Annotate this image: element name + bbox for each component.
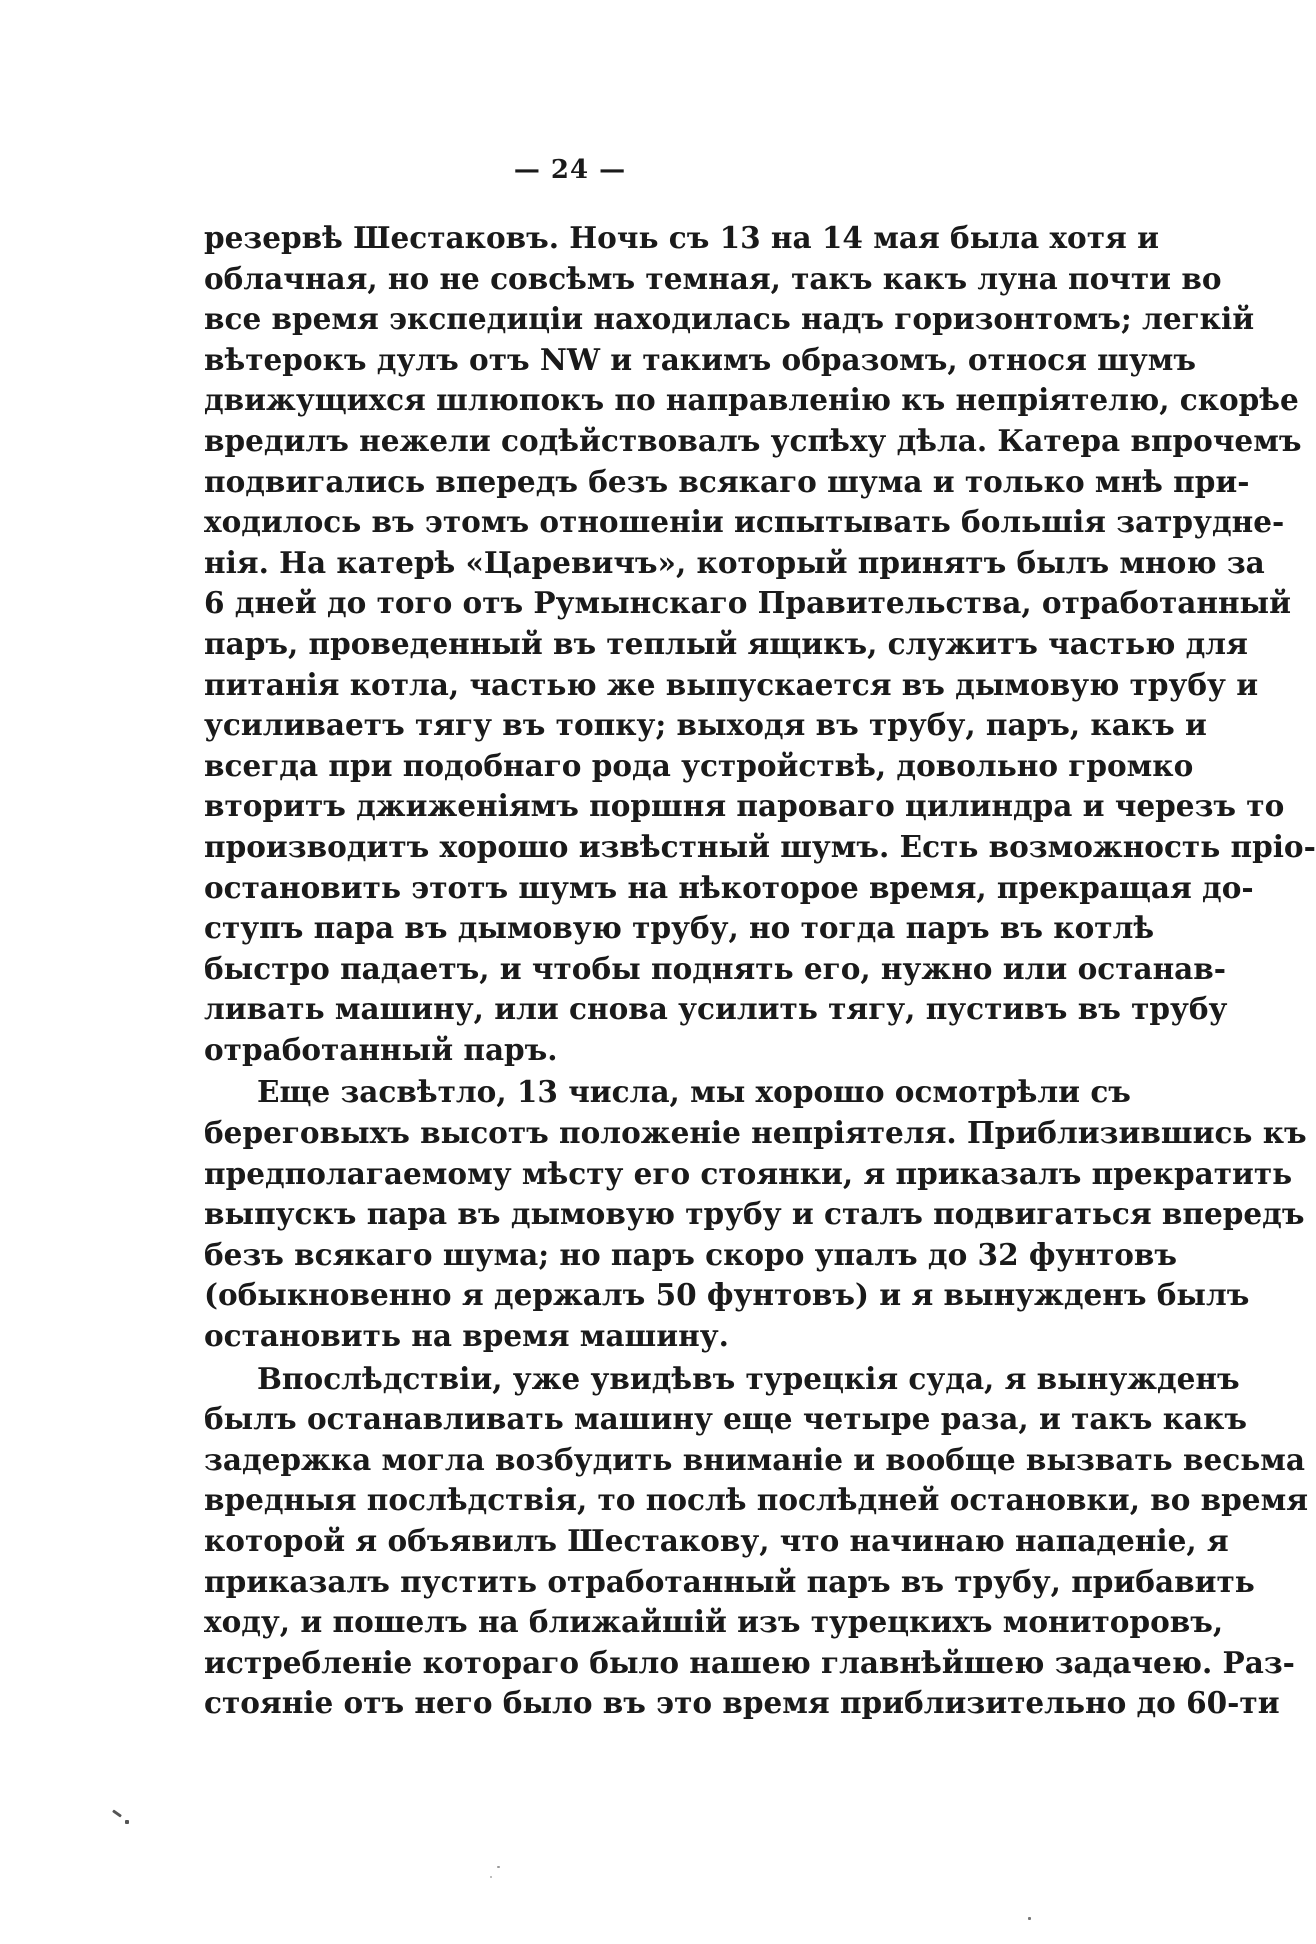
text-line: питанія котла, частью же выпускается въ дымовую трубу и (204, 666, 1259, 702)
text-line: задержка могла возбудить вниманіе и вообще вызвать весьма (204, 1441, 1305, 1477)
scan-speck (490, 1876, 492, 1878)
text-line: облачная, но не совсѣмъ темная, такъ какъ луна почти во (204, 260, 1222, 296)
text-line: (обыкновенно я держалъ 50 фунтовъ) и я вынужденъ былъ (204, 1277, 1250, 1313)
text-line: вредилъ нежели содѣйствовалъ успѣху дѣла. Катера впрочемъ (204, 422, 1302, 458)
text-line: ступъ пара въ дымовую трубу, но тогда паръ въ котлѣ (204, 910, 1155, 946)
body-text (204, 218, 1316, 1724)
text-line: паръ, проведенный въ теплый ящикъ, служитъ частью для (204, 625, 1248, 661)
text-line: выпускъ пара въ дымовую трубу и сталъ подвигаться впередъ (204, 1196, 1305, 1232)
text-line: вредныя послѣдствія, то послѣ послѣдней остановки, во время (204, 1482, 1308, 1518)
text-line: которой я объявилъ Шестакову, что начинаю нападеніе, я (204, 1523, 1229, 1558)
scan-speck (497, 1866, 500, 1868)
text-line: быстро падаетъ, и чтобы поднять его, нужно или останав- (204, 950, 1227, 986)
text-line: Еще засвѣтло, 13 числа, мы хорошо осмотрѣли съ (257, 1074, 1131, 1110)
page-number: — 24 — (513, 155, 627, 185)
text-line: приказалъ пустить отработанный паръ въ трубу, прибавить (204, 1563, 1255, 1599)
text-line: движущихся шлюпокъ по направленію къ непріятелю, скорѣе (204, 382, 1299, 418)
text-line: безъ всякаго шума; но паръ скоро упалъ до 32 фунтовъ (204, 1236, 1178, 1272)
text-line: вторитъ джиженіямъ поршня пароваго цилиндра и черезъ то (204, 788, 1285, 824)
scan-speck (112, 1809, 122, 1817)
text-line: производитъ хорошо извѣстный шумъ. Есть возможность пріо- (204, 828, 1316, 864)
text-line: отработанный паръ. (204, 1031, 558, 1067)
text-line: ходу, и пошелъ на ближайшій изъ турецкихъ мониторовъ, (204, 1604, 1224, 1640)
text-line: ходилось въ этомъ отношеніи испытывать большія затрудне- (204, 504, 1285, 540)
text-line: резервѣ Шестаковъ. Ночь съ 13 на 14 мая была хотя и (204, 220, 1159, 255)
text-line: истребленіе котораго было нашею главнѣйшею задачею. Раз- (204, 1644, 1295, 1680)
scan-speck (1028, 1917, 1031, 1920)
text-line: предполагаемому мѣсту его стоянки, я приказалъ прекратить (204, 1155, 1293, 1191)
paragraph (204, 1359, 1308, 1724)
text-line: нія. На катерѣ «Царевичъ», который принятъ былъ мною за (204, 544, 1265, 580)
paragraph (204, 1072, 1307, 1356)
text-line: усиливаетъ тягу въ топку; выходя въ трубу, паръ, какъ и (204, 707, 1207, 743)
text-line: все время экспедиціи находилась надъ горизонтомъ; легкій (204, 301, 1255, 337)
text-line: остановить этотъ шумъ на нѣкоторое время, прекращая до- (204, 869, 1254, 905)
text-line: береговыхъ высотъ положеніе непріятеля. Приблизившись къ (204, 1115, 1307, 1151)
text-line: всегда при подобнаго рода устройствѣ, довольно громко (204, 747, 1194, 783)
text-line: былъ останавливать машину еще четыре раза, и такъ какъ (204, 1401, 1248, 1437)
scan-speck (125, 1820, 129, 1824)
text-line: 6 дней до того отъ Румынскаго Правительства, отработанный (204, 585, 1291, 621)
text-line: ливать машину, или снова усилить тягу, пустивъ въ трубу (204, 991, 1228, 1027)
text-line: Впослѣдствіи, уже увидѣвъ турецкія суда, я вынужденъ (257, 1360, 1240, 1396)
text-line: стояніе отъ него было въ это время приблизительно до 60-ти (204, 1685, 1280, 1721)
paragraph (204, 218, 1316, 1070)
text-line: подвигались впередъ безъ всякаго шума и только мнѣ при- (204, 463, 1250, 499)
text-line: остановить на время машину. (204, 1318, 729, 1354)
text-line: вѣтерокъ дулъ отъ NW и такимъ образомъ, относя шумъ (204, 341, 1196, 377)
